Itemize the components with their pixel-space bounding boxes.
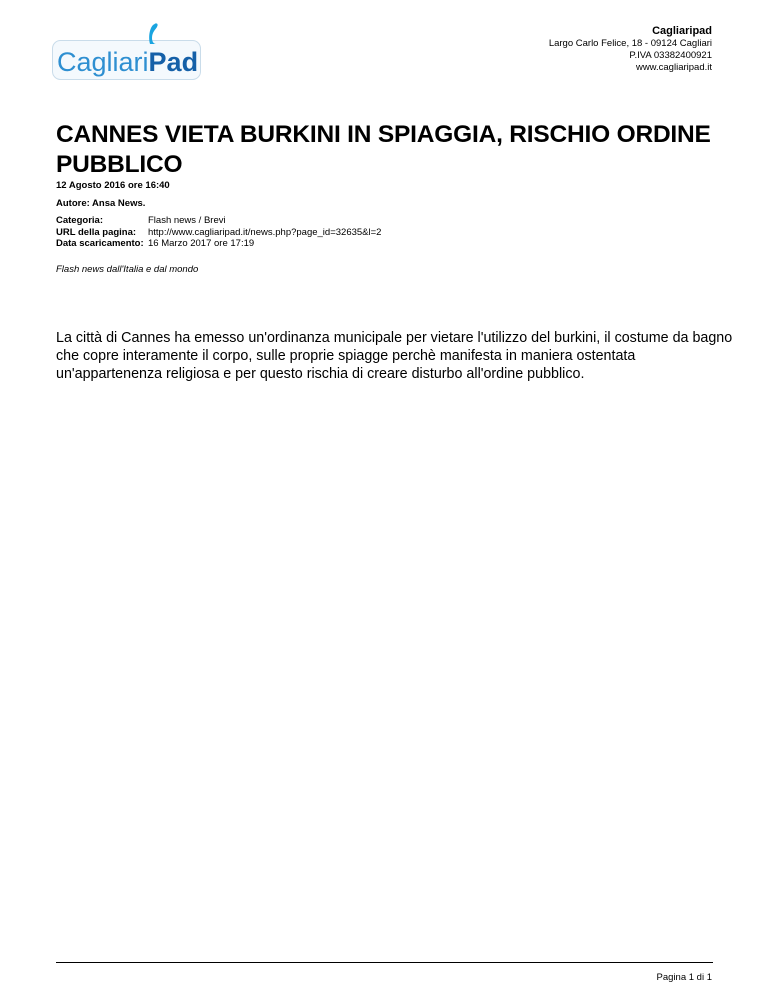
meta-row-category <box>56 215 381 227</box>
article-title: CANNES VIETA BURKINI IN SPIAGGIA, RISCHIO ORDINE PUBBLICO <box>56 121 711 178</box>
article-meta <box>56 215 381 250</box>
article-body: La città di Cannes ha emesso un'ordinanza municipale per vietare l'utilizzo del burkini, il costume da bagno che copre interamente il corpo, sulle proprie spiagge perchè manifesta in maniera ostentata un'appartenenza religiosa e per questo rischia di creare disturbo all'ordine pubblico. <box>56 330 733 383</box>
logo-text-bold: Pad <box>148 47 199 77</box>
meta-value: 16 Marzo 2017 ore 17:19 <box>148 238 255 249</box>
meta-label: URL della pagina: <box>56 226 137 238</box>
company-address: Largo Carlo Felice, 18 - 09124 Cagliari <box>548 38 712 49</box>
page-number: Pagina 1 di 1 <box>656 972 712 983</box>
company-name: Cagliaripad <box>652 25 712 37</box>
meta-label: Data scaricamento: <box>56 238 144 249</box>
footer-divider <box>56 962 713 963</box>
meta-value-url[interactable]: http://www.cagliaripad.it/news.php?page_id=32635&l=2 <box>148 226 382 238</box>
article-date: 12 Agosto 2016 ore 16:40 <box>56 180 170 191</box>
logo-text-light: Cagliari <box>57 47 149 77</box>
company-info <box>549 24 712 74</box>
cagliaripad-logo <box>52 20 204 82</box>
company-website: www.cagliaripad.it <box>635 62 712 73</box>
meta-row-url <box>56 227 381 239</box>
svg-text:CagliariPad <box>57 47 198 77</box>
meta-value: Flash news / Brevi <box>148 215 226 226</box>
meta-label: Categoria: <box>56 215 103 226</box>
article-section: Flash news dall'Italia e dal mondo <box>56 264 199 275</box>
company-vat: P.IVA 03382400921 <box>629 50 712 61</box>
meta-row-download-date <box>56 238 381 250</box>
article-author: Autore: Ansa News. <box>56 198 146 209</box>
